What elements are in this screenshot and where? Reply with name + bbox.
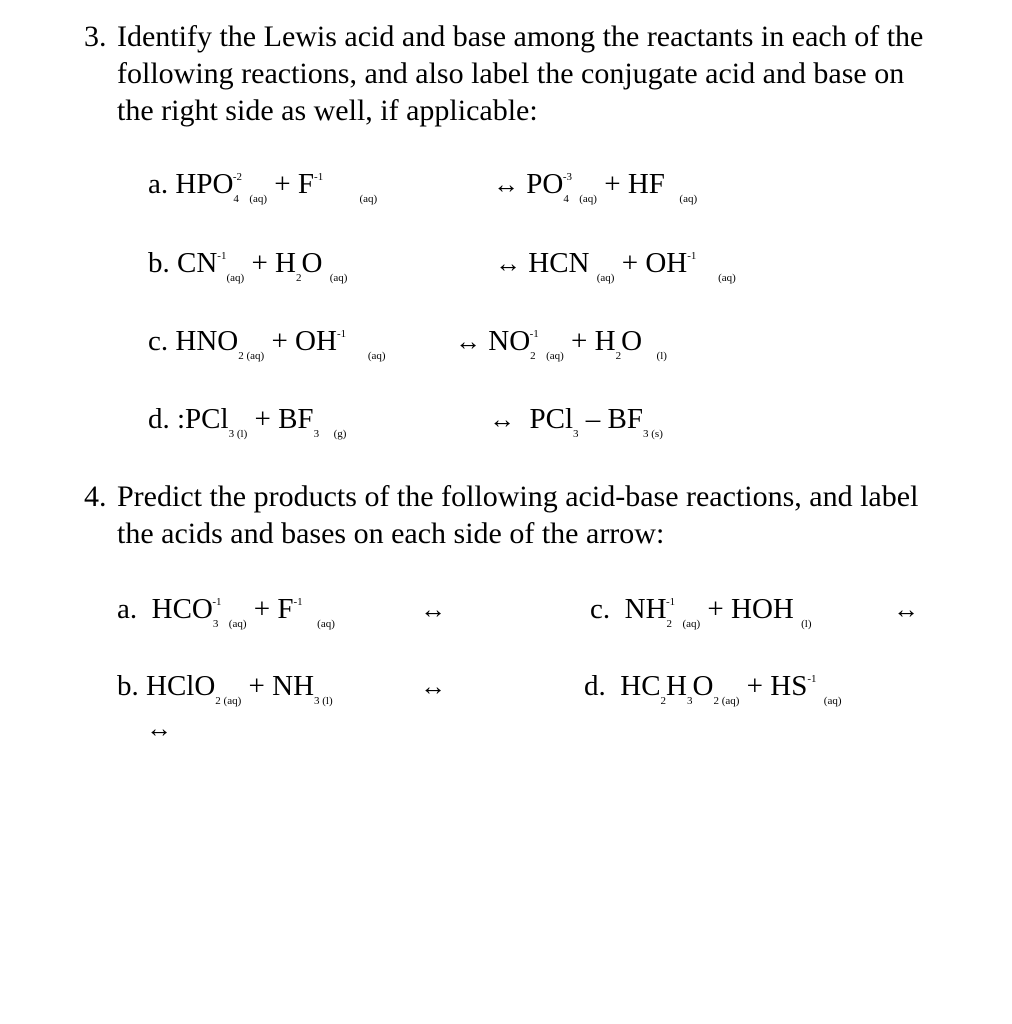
question-4-number: 4. [84, 480, 107, 513]
q3a-products: ↔ $PO_4^{-3}$ $_{(aq)}$ + HF $_{(aq)}$ [493, 168, 698, 205]
q3c-reactants: c. $HNO_{2 (aq)} + OH^{-1}$ $_{(aq)}$ [148, 325, 386, 362]
equilibrium-arrow-icon: ↔ [893, 595, 919, 624]
q4b-reactants: b. HClO$_{2 (aq)}$ + $NH_{3 (l)}$ [117, 670, 333, 707]
equilibrium-arrow-icon: ↔ [493, 170, 519, 199]
q4c-reactants: c. $NH_2^{-1}$ $_{(aq)}$ + HOH $_{(l)}$ [590, 593, 812, 630]
q3b-products: ↔ HCN $_{(aq)} + OH^{-1}$ $_{(aq)}$ [495, 247, 736, 284]
q3d-reactants: d. :PCl$_{3 (l)}$ + $BF_3$ $_{(g)}$ [148, 403, 347, 440]
equilibrium-arrow-icon: ↔ [455, 327, 481, 356]
equilibrium-arrow-icon: ↔ [420, 672, 446, 701]
question-3-number: 3. [84, 20, 107, 53]
q3c-products: ↔ $NO_2^{-1}$ $_{(aq)} + H_2O$ $_{(l)}$ [455, 325, 667, 362]
question-3-text: Identify the Lewis acid and base among the reactants in each of the following reactions, and also label the conjugate acid and base on the right side as well, if applicable: [117, 20, 924, 127]
equilibrium-arrow-icon: ↔ [420, 595, 446, 624]
q3b-reactants: b. $CN^{-1}_{(aq)} + H_2O$ $_{(aq)}$ [148, 247, 348, 284]
equilibrium-arrow-icon: ↔ [146, 714, 172, 743]
q4b-arrow-continued [146, 708, 172, 749]
question-4-text: Predict the products of the following acid-base reactions, and label the acids and bases on each side of the arrow: [117, 480, 919, 550]
equilibrium-arrow-icon: ↔ [495, 249, 521, 278]
q4d-reactants: d. $HC_2H_3O_{2 (aq)} + HS^{-1}$ $_{(aq)}$ [584, 670, 842, 707]
question-3 [84, 18, 944, 133]
q4a-reactants: a. $HCO_3^{-1}$ $_{(aq)} + F^{-1}$ $_{(aq)}$ [117, 593, 335, 630]
q3a-reactants: a. $HPO_4^{-2}$ $_{(aq)} + F^{-1}$ $_{(aq)}$ [148, 168, 378, 205]
equilibrium-arrow-icon: ↔ [489, 405, 515, 434]
q4c-arrow [893, 589, 919, 630]
q4b-arrow [420, 666, 446, 707]
q3d-products: ↔ $PCl_3 - BF_{3 (s)}$ [489, 403, 663, 440]
q4a-arrow [420, 589, 446, 630]
question-4 [84, 478, 944, 556]
